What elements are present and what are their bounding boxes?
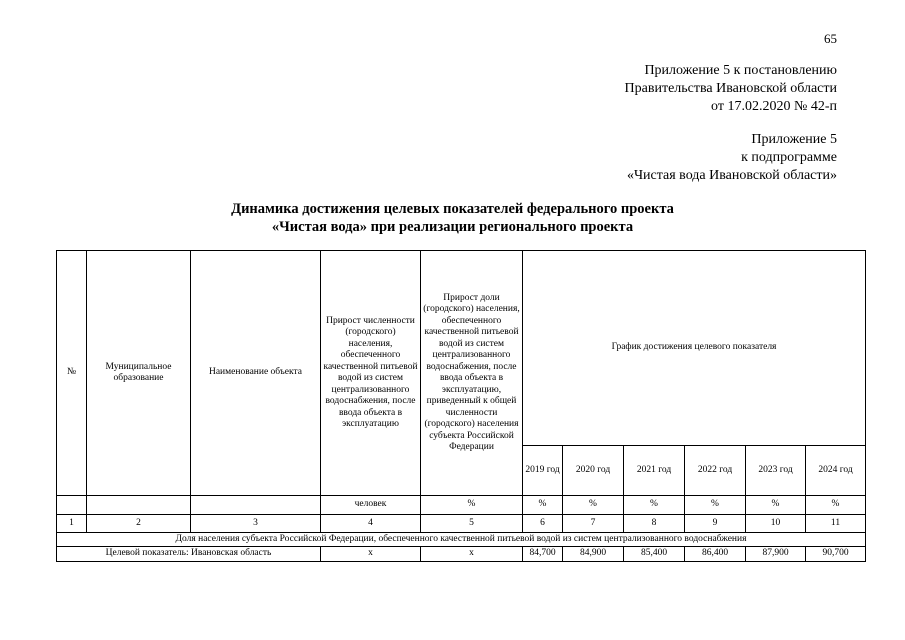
- header-year: 2023 год: [746, 446, 806, 496]
- column-number: 3: [191, 515, 321, 533]
- appendix-resolution-line: от 17.02.2020 № 42-п: [711, 99, 837, 114]
- header-year: 2019 год: [523, 446, 563, 496]
- unit-cell: %: [421, 496, 523, 515]
- header-no: №: [57, 251, 87, 496]
- unit-cell: %: [563, 496, 624, 515]
- column-numbers-row: [57, 515, 866, 533]
- appendix-subprogram: [627, 131, 837, 185]
- appendix-subprogram-line: «Чистая вода Ивановской области»: [626, 168, 837, 183]
- units-row: [57, 496, 866, 515]
- page-number: 65: [824, 31, 837, 46]
- unit-cell: %: [746, 496, 806, 515]
- column-number: 6: [523, 515, 563, 533]
- appendix-resolution: [625, 62, 837, 116]
- unit-cell: %: [806, 496, 866, 515]
- appendix-subprogram-line: Приложение 5: [751, 132, 837, 147]
- section-title: Доля населения субъекта Российской Федерации, обеспеченного качественной питьевой водой из систем централизованного водоснабжения: [57, 533, 866, 547]
- column-number: 4: [321, 515, 421, 533]
- appendix-resolution-line: Приложение 5 к постановлению: [644, 63, 837, 78]
- document-title-line: «Чистая вода» при реализации регионального проекта: [271, 219, 634, 235]
- header-municipality: Муниципальное образование: [87, 251, 191, 496]
- unit-cell: человек: [321, 496, 421, 515]
- appendix-subprogram-line: к подпрограмме: [741, 150, 837, 165]
- header-year: 2024 год: [806, 446, 866, 496]
- unit-cell-empty: [57, 496, 87, 515]
- indicator-table: [56, 250, 866, 562]
- unit-cell-empty: [191, 496, 321, 515]
- header-year: 2021 год: [624, 446, 685, 496]
- unit-cell: %: [523, 496, 563, 515]
- document-title-line: Динамика достижения целевых показателей федерального проекта: [231, 201, 674, 217]
- column-number: 10: [746, 515, 806, 533]
- header-schedule: График достижения целевого показателя: [523, 251, 866, 446]
- unit-cell: %: [685, 496, 746, 515]
- row-value: 84,700: [523, 547, 563, 562]
- column-number: 9: [685, 515, 746, 533]
- row-col4: х: [321, 547, 421, 562]
- table-header-row: [57, 251, 866, 446]
- document-title: [0, 200, 905, 236]
- column-number: 2: [87, 515, 191, 533]
- header-growth-count: Прирост численности (городского) населения, обеспеченного качественной питьевой водой из систем централизованного водоснабжения, после ввода объекта в эксплуатацию: [321, 251, 421, 496]
- header-year: 2022 год: [685, 446, 746, 496]
- row-value: 90,700: [806, 547, 866, 562]
- section-row: [57, 533, 866, 547]
- unit-cell: %: [624, 496, 685, 515]
- column-number: 5: [421, 515, 523, 533]
- header-object-name: Наименование объекта: [191, 251, 321, 496]
- unit-cell-empty: [87, 496, 191, 515]
- column-number: 1: [57, 515, 87, 533]
- row-label: Целевой показатель: Ивановская область: [57, 547, 321, 562]
- column-number: 11: [806, 515, 866, 533]
- header-growth-share: Прирост доли (городского) населения, обеспеченного качественной питьевой водой из систем централизованного водоснабжения, после ввода объекта в эксплуатацию, приведенный к общей численности (городского) населения субъекта Российской Федерации: [421, 251, 523, 496]
- row-value: 86,400: [685, 547, 746, 562]
- column-number: 7: [563, 515, 624, 533]
- row-col5: х: [421, 547, 523, 562]
- row-value: 84,900: [563, 547, 624, 562]
- row-value: 87,900: [746, 547, 806, 562]
- header-year: 2020 год: [563, 446, 624, 496]
- appendix-resolution-line: Правительства Ивановской области: [624, 81, 837, 96]
- table-row: [57, 547, 866, 562]
- column-number: 8: [624, 515, 685, 533]
- row-value: 85,400: [624, 547, 685, 562]
